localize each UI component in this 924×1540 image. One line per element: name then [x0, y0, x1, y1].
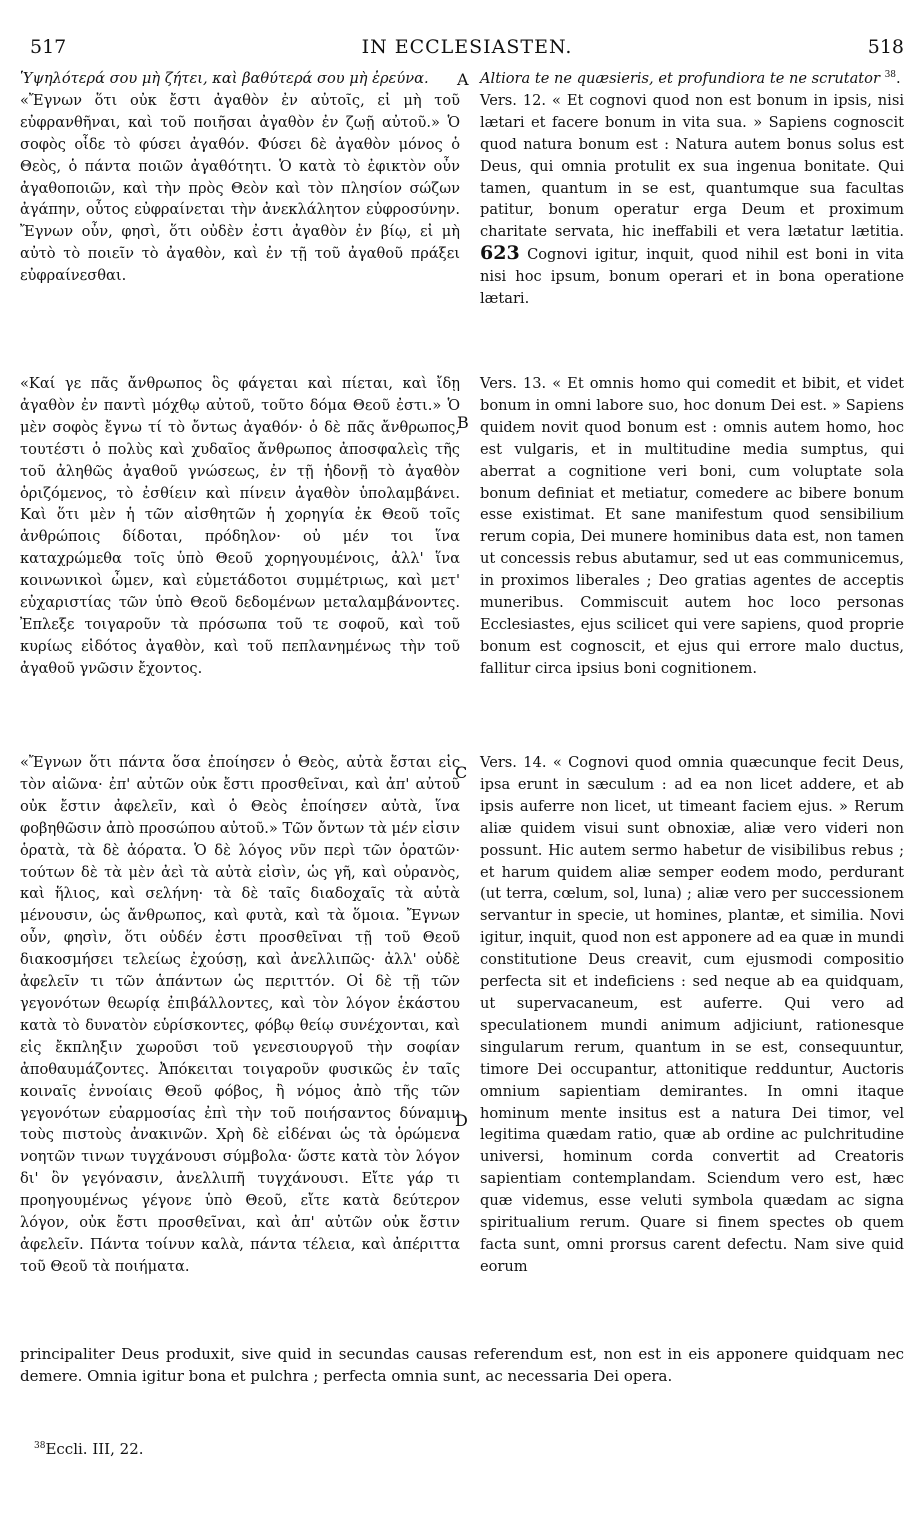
column-number: 623: [480, 242, 520, 265]
latin-paragraph: Vers. 12. « Et cognovi quod non est bonum in ipsis, nisi lætari et facere bonum in vita sua. » Sapiens cognoscit quod natura bonum est : Natura autem bonus solus est Deus, qui omnia protulit ex sua ingenua bonitate. Qui tamen, quantum in se est, quantumque sua facultas patitur, bonum operatur erga Deum et proximum charitate servata, hic ineffabili et vera lætatur lætitia.: [480, 91, 904, 241]
footnote-ref: 38: [884, 70, 897, 81]
greek-block-1: [20, 68, 460, 287]
latin-paragraph: Vers. 14. « Cognovi quod omnia quæcunque fecit Deus, ipsa erunt in sæculum : ad ea non licet addere, et ab ipsis auferre non licet, ut timeant faciem ejus. » Rerum aliæ quidem visui sunt obnoxiæ, aliæ vero videri non possunt. Hic autem sermo habetur de visibilibus rebus ; et harum quidem aliæ semper eodem modo, perdurant (ut terra, cœlum, sol, luna) ; aliæ vero per successionem servantur in specie, ut homines, plantæ, et similia. Novi igitur, inquit, quod non est apponere ad ea quæ in mundi constitutione Deus creavit, cum ejusmodi compositio perfecta sit et indeficiens : sed neque ab ea quidquam, ut supervacaneum, est auferre. Qui vero ad speculationem mundi animum adjiciunt, rationesque singularum rerum, quantum in se est, consequuntur, timore Dei occupantur, attonitique redduntur, Auctoris omnium sapientiam demirantes. In omni itaque hominum mente insitus est a natura Dei timor, vel legitima quædam ratio, quæ ab ordine ac pulchritudine universi, hominum corda convertit ad Creatoris sapientiam contemplandam. Sciendum vero est, hæc quæ videmus, esse veluti symbola quædam ac signa spiritualium rerum. Quare si finem spectes ob quem facta sunt, omni prorsus carent defectu. Nam sive quid eorum: [480, 754, 904, 1275]
latin-block-2: [480, 373, 904, 680]
greek-paragraph: «Ἔγνων ὅτι οὐκ ἔστι ἀγαθὸν ἐν αὐτοῖς, εἰ μὴ τοῦ εὐφρανθῆναι, καὶ τοῦ ποιῆσαι ἀγαθὸν ἐν ζωῇ αὐτοῦ.» Ὁ σοφὸς οἶδε τὸ φύσει ἀγαθόν. Φύσει δὲ ἀγαθὸν μόνος ὁ Θεὸς, ὁ πάντα ποιῶν ἀγαθότητι. Ὁ κατὰ τὸ ἐφικτὸν οὖν ἀγαθοποιῶν, καὶ τὴν πρὸς Θεὸν καὶ τὸν πλησίον σώζων ἀγάπην, οὗτος εὐφραίνεται τὴν ἀνεκλάλητον εὐφροσύνην. Ἔγνων οὖν, φησὶ, ὅτι οὐδὲν ἐστι ἀγαθὸν ἐν βίῳ, εἰ μὴ αὐτὸ τὸ ποιεῖν τὸ ἀγαθὸν, καὶ ἐν τῇ τοῦ ἀγαθοῦ πράξει εὐφραίνεσθαι.: [20, 91, 460, 285]
page-number-right: 518: [867, 36, 904, 58]
greek-block-2: [20, 373, 460, 680]
latin-paragraph-cont: Cognovi igitur, inquit, quod nihil est boni in vita nisi hoc ipsum, bonum operari et in bona operatione lætari.: [480, 246, 904, 308]
latin-verse-quote: Altiora te ne quæsieris, et profundiora te ne scrutator: [480, 70, 880, 87]
latin-paragraph: Vers. 13. « Et omnis homo qui comedit et bibit, et videt bonum in omni labore suo, hoc donum Dei est. » Sapiens quidem novit quod bonum est : omnis autem homo, hoc est vulgaris, et in multitudine media sumptus, qui aberrat a cognitione veri boni, cum voluptate sola bonum definiat et metiatur, comedere ac bibere bonum esse existimat. Et sane manifestum quod sensibilium rerum copia, Dei munere hominibus data est, non tamen ut concessis rebus abutamur, sed ut eas communicemus, in proximos liberales ; Deo gratias agentes de acceptis muneribus. Commiscuit autem hoc loco personas Ecclesiastes, ejus scilicet qui vere sapiens, quod proprie bonum est cognoscit, et ejus qui errore malo ductus, fallitur circa ipsius boni cognitionem.: [480, 375, 904, 677]
greek-paragraph: «Καί γε πᾶς ἄνθρωπος ὃς φάγεται καὶ πίεται, καὶ ἴδῃ ἀγαθὸν ἐν παντὶ μόχθῳ αὐτοῦ, τοῦτο δόμα Θεοῦ ἐστι.» Ὁ μὲν σοφὸς ἔγνω τί τὸ ὄντως ἀγαθόν· ὁ δὲ πᾶς ἄνθρωπος, τουτέστι ὁ πολὺς καὶ χυδαῖος ἄνθρωπος ἀποσφαλεὶς τῆς τοῦ ἀληθῶς ἀγαθοῦ γνώσεως, ἐν τῇ ἡδονῇ τὸ ἀγαθὸν ὁριζόμενος, τὸ ἐσθίειν καὶ πίνειν ἀγαθὸν ὑπολαμβάνει. Καὶ ὅτι μὲν ἡ τῶν αἰσθητῶν ἡ χορηγία ἐκ Θεοῦ τοῖς ἀνθρώποις δίδοται, πρόδηλον· οὐ μέν τοι ἵνα καταχρώμεθα τοῖς ὑπὸ Θεοῦ χορηγουμένοις, ἀλλ' ἵνα κοινωνικοὶ ὦμεν, καὶ εὐμετάδοτοι συμμέτριως, καὶ μετ' εὐχαριστίας τῶν ὑπὸ Θεοῦ δεδομένων μεταλαμβάνοντες. Ἐπλεξε τοιγαροῦν τὰ πρόσωπα τοῦ τε σοφοῦ, καὶ τοῦ κυρίως εἰδότος ἀγαθὸν, καὶ τοῦ πεπλανημένως τὴν τοῦ ἀγαθοῦ γνῶσιν ἔχοντος.: [20, 375, 460, 677]
full-width-continuation: principaliter Deus produxit, sive quid in secundas causas referendum est, non est in eis apponere quidquam nec demere. Omnia igitur bona et pulchra ; perfecta omnia sunt, ac necessaria Dei opera.: [20, 1345, 904, 1385]
margin-letter-b: B: [457, 413, 469, 432]
footnote-text: Eccli. III, 22.: [45, 1440, 144, 1458]
greek-paragraph: «Ἔγνων ὅτι πάντα ὅσα ἐποίησεν ὁ Θεὸς, αὐτὰ ἔσται εἰς τὸν αἰῶνα· ἐπ' αὐτῶν οὐκ ἔστι προσθεῖναι, καὶ ἀπ' αὐτοῦ οὐκ ἔστιν ἀφελεῖν, καὶ ὁ Θεὸς ἐποίησεν αὐτὰ, ἵνα φοβηθῶσιν ἀπὸ προσώπου αὐτοῦ.» Τῶν ὄντων τὰ μέν εἰσιν ὁρατὰ, τὰ δὲ ἀόρατα. Ὁ δὲ λόγος νῦν περὶ τῶν ὁρατῶν· τούτων δὲ τὰ μὲν ἀεὶ τὰ αὐτὰ εἰσὶν, ὡς γῆ, καὶ οὐρανὸς, καὶ ἥλιος, καὶ σελήνη· τὰ δὲ ταῖς διαδοχαῖς τὰ αὐτὰ μένουσιν, ὡς ἄνθρωπος, καὶ φυτὰ, καὶ τὰ ὅμοια. Ἔγνων οὖν, φησὶν, ὅτι οὐδέν ἐστι προσθεῖναι τῇ τοῦ Θεοῦ διακοσμήσει τελείως ἐχούσῃ, καὶ ἀνελλιπῶς· ἀλλ' οὐδὲ ἀφελεῖν τι τῶν ἁπάντων ὡς περιττόν. Οἱ δὲ τῇ τῶν γεγονότων θεωρίᾳ ἐπιβάλλοντες, καὶ τὸν λόγον ἑκάστου κατὰ τὸ δυνατὸν εὑρίσκοντες, φόβῳ θείῳ συνέχονται, καὶ εἰς ἔκπληξιν χωροῦσι τοῦ γενεσιουργοῦ τὴν σοφίαν ἀποθαυμάζοντες. Ἀπόκειται τοιγαροῦν φυσικῶς ἐν ταῖς κοιναῖς ἐννοίαις Θεοῦ φόβος, ἢ νόμος ἀπὸ τῆς τῶν γεγονότων εὐαρμοσίας ἐπὶ τὴν τοῦ ποιήσαντος δύναμιν τοὺς πιστοὺς ἀνακινῶν. Χρὴ δὲ εἰδέναι ὡς τὰ ὁρώμενα νοητῶν τινων τυγχάνουσι σύμβολα· ὥστε κατὰ τὸν λόγον δι' ὃν γεγόνασιν, ἀνελλιπῆ τυγχάνουσι. Εἴτε γάρ τι προηγουμένως γέγονε ὑπὸ Θεοῦ, εἴτε κατὰ δεύτερον λόγον, οὐκ ἔστι προσθεῖναι, καὶ ἀπ' αὐτῶν οὐκ ἔστιν ἀφελεῖν. Πάντα τοίνυν καλὰ, πάντα τέλεια, καὶ ἀπέριττα τοῦ Θεοῦ τὰ ποιήματα.: [20, 754, 460, 1275]
footnote-number: 38: [34, 1441, 46, 1451]
greek-verse-quote: Ὑψηλότερά σου μὴ ζήτει, καὶ βαθύτερά σου μὴ ἐρεύνα.: [20, 70, 429, 87]
footnote: [34, 1440, 144, 1458]
running-title: IN ECCLESIASTEN.: [361, 36, 573, 58]
page-number-left: 517: [30, 36, 67, 58]
margin-letter-c: C: [455, 763, 468, 782]
greek-block-3: [20, 752, 460, 1278]
latin-block-1: Altiora te ne quæsieris, et profundiora te ne scrutator $^{38}$. Vers. 12. « Et cognovi quod non est bonum in ipsis, nisi lætari et facere bonum in vita sua. » Sapiens cognoscit quod natura bonum est : Natura autem bonus solus est Deus, qui omnia protulit ex sua ingenua bonitate. Qui tamen, quantum in se est, quantumque sua facultas patitur, bonum operatur erga Deum et proximum charitate servata, hic ineffabili et vera lætatur lætitia. 623 Cognovi igitur, inquit, quod nihil est boni in vita nisi hoc ipsum, bonum operari et in bona operatione lætari.: [480, 70, 904, 308]
page-header: [30, 36, 904, 62]
margin-letter-a: A: [457, 70, 469, 89]
latin-block-3: [480, 752, 904, 1278]
margin-letter-d: D: [455, 1111, 468, 1130]
